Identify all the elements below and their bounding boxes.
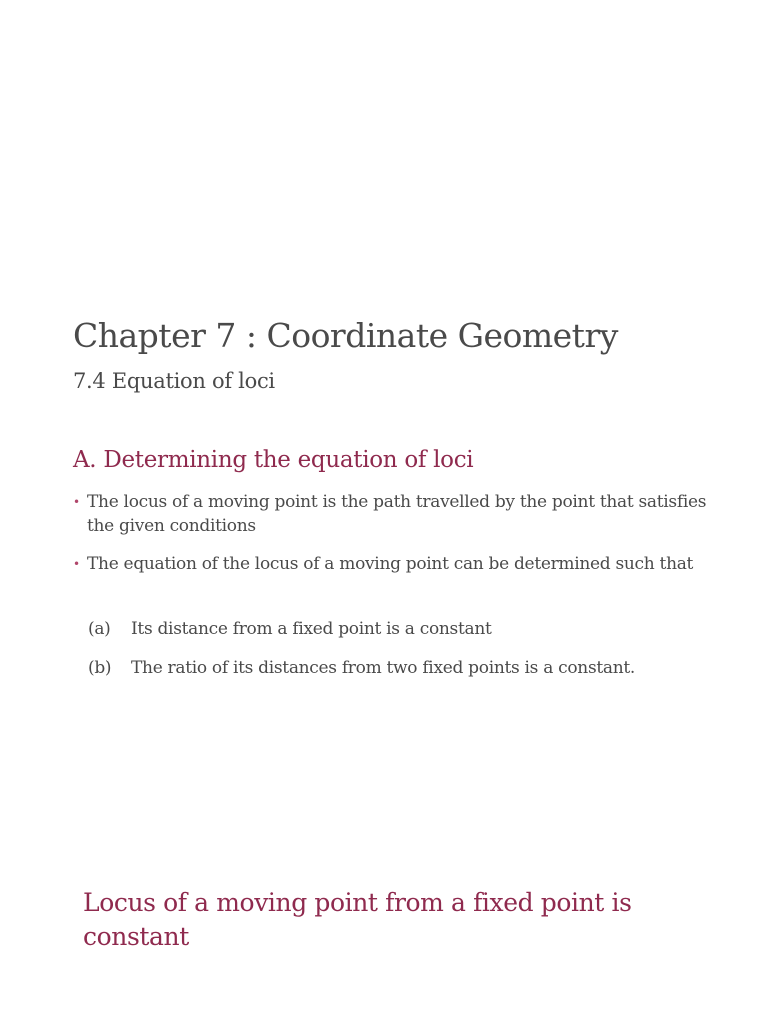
page-subtitle: 7.4 Equation of loci <box>73 369 275 393</box>
sub-item-marker: (b) <box>88 658 112 678</box>
bullet-item <box>73 552 733 576</box>
sub-item <box>88 656 728 680</box>
bullet-item <box>73 490 733 538</box>
page-title: Chapter 7 : Coordinate Geometry <box>73 316 618 355</box>
sub-item <box>88 617 728 641</box>
bullet-text: The locus of a moving point is the path travelled by the point that satisfies the given conditions <box>87 492 707 536</box>
bullet-dot-icon: • <box>73 495 80 509</box>
footer-heading: Locus of a moving point from a fixed point is constant <box>83 888 632 951</box>
section-heading: A. Determining the equation of loci <box>73 447 474 473</box>
sub-item-text: The ratio of its distances from two fixed points is a constant. <box>131 658 636 678</box>
bullet-dot-icon: • <box>73 557 80 571</box>
sub-item-marker: (a) <box>88 619 111 639</box>
sub-item-text: Its distance from a fixed point is a constant <box>131 619 492 639</box>
sub-item-list <box>88 617 728 695</box>
bullet-text: The equation of the locus of a moving point can be determined such that <box>87 554 694 574</box>
bullet-list <box>73 490 733 590</box>
